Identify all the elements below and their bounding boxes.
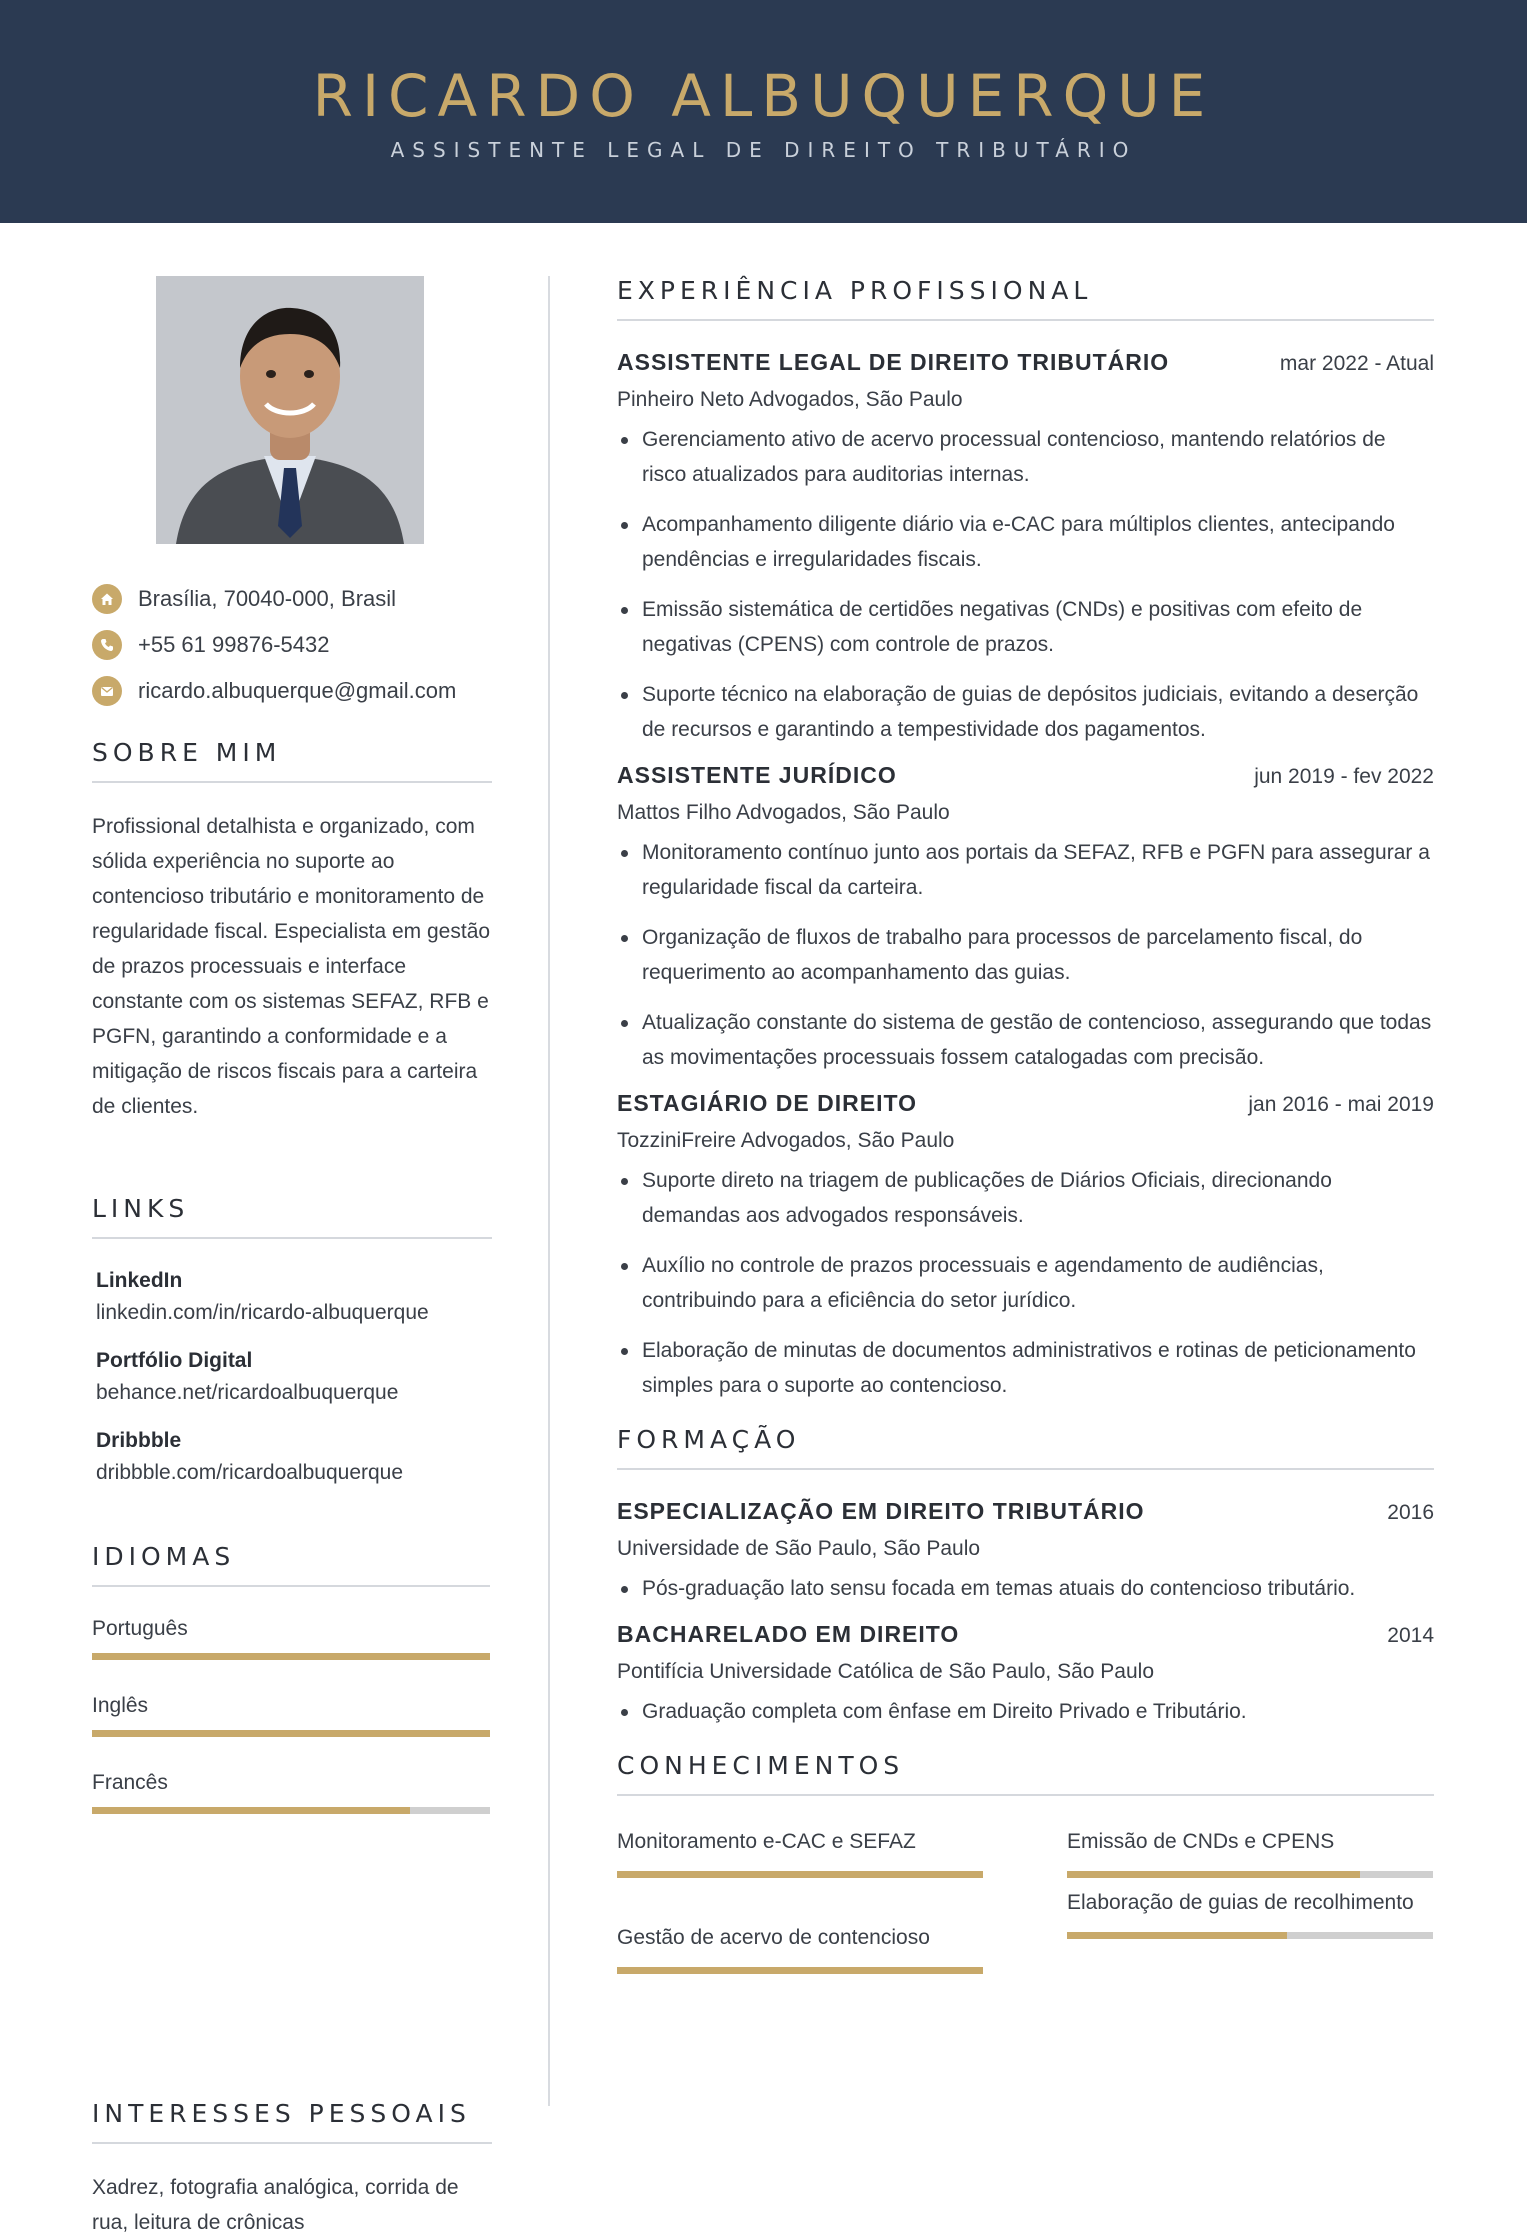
experience-title: EXPERIÊNCIA PROFISSIONAL: [617, 276, 1093, 305]
home-icon: [92, 584, 122, 614]
education-entry: [617, 1621, 1434, 1729]
link-item-linkedin[interactable]: [92, 1269, 492, 1325]
bullet-item: Suporte direto na triagem de publicações de Diários Oficiais, direcionando demandas aos advogados responsáveis.: [617, 1163, 1434, 1233]
job-entry: [617, 762, 1434, 1075]
degree-bullets: [617, 1694, 1434, 1729]
degree-date: 2014: [1387, 1624, 1434, 1647]
level-fill: [92, 1807, 410, 1814]
section-rule: [617, 1794, 1434, 1796]
about-section: [92, 738, 492, 1124]
section-rule: [92, 2142, 492, 2144]
links-section: [92, 1194, 492, 1485]
phone-icon: [92, 630, 122, 660]
main-column: [617, 276, 1434, 2004]
link-url[interactable]: dribbble.com/ricardoalbuquerque: [96, 1461, 404, 1484]
link-item-dribbble[interactable]: [92, 1429, 492, 1485]
contact-phone: [92, 622, 512, 668]
resume-header: [0, 0, 1527, 223]
skill-level-bar: [617, 1871, 983, 1878]
skill-level-bar: [1067, 1871, 1433, 1878]
level-fill: [617, 1967, 983, 1974]
language-label: Inglês: [92, 1694, 149, 1717]
job-org: TozziniFreire Advogados, São Paulo: [617, 1129, 955, 1152]
email-text[interactable]: ricardo.albuquerque@gmail.com: [138, 678, 457, 703]
skills-section: [617, 1751, 1434, 2004]
bullet-item: Monitoramento contínuo junto aos portais da SEFAZ, RFB e PGFN para assegurar a regularidade fiscal da carteira.: [617, 835, 1434, 905]
bullet-item: Suporte técnico na elaboração de guias de depósitos judiciais, evitando a deserção de recursos e garantindo a tempestividade dos pagamentos.: [617, 677, 1434, 747]
bullet-item: Acompanhamento diligente diário via e-CAC para múltiplos clientes, antecipando pendências e irregularidades fiscais.: [617, 507, 1434, 577]
language-level-bar: [92, 1807, 490, 1814]
address-text: Brasília, 70040-000, Brasil: [138, 586, 397, 611]
link-url[interactable]: behance.net/ricardoalbuquerque: [96, 1381, 399, 1404]
skill-item: [617, 1920, 983, 1974]
bullet-item: Pós-graduação lato sensu focada em temas atuais do contencioso tributário.: [617, 1571, 1434, 1606]
job-date: mar 2022 - Atual: [1279, 352, 1434, 375]
job-entry: [617, 349, 1434, 747]
skill-label: Gestão de acervo de contencioso: [617, 1926, 930, 1949]
skill-label: Emissão de CNDs e CPENS: [1067, 1830, 1335, 1853]
language-item: [92, 1771, 490, 1814]
link-label: Portfólio Digital: [96, 1349, 253, 1372]
level-fill: [92, 1730, 490, 1737]
phone-text: +55 61 99876-5432: [138, 632, 330, 657]
language-item: [92, 1694, 490, 1737]
section-rule: [617, 319, 1434, 321]
skill-level-bar: [617, 1967, 983, 1974]
section-rule: [617, 1468, 1434, 1470]
institution: Pontifícia Universidade Católica de São Paulo, São Paulo: [617, 1660, 1154, 1683]
job-org: Mattos Filho Advogados, São Paulo: [617, 801, 950, 824]
education-title: FORMAÇÃO: [617, 1425, 801, 1454]
bullet-item: Graduação completa com ênfase em Direito Privado e Tributário.: [617, 1694, 1434, 1729]
bullet-item: Elaboração de minutas de documentos administrativos e rotinas de peticionamento simples para o suporte ao contencioso.: [617, 1333, 1434, 1403]
section-rule: [92, 1237, 492, 1239]
education-entry: [617, 1498, 1434, 1606]
bullet-item: Auxílio no controle de prazos processuais e agendamento de audiências, contribuindo para a eficiência do setor jurídico.: [617, 1248, 1434, 1318]
candidate-role: ASSISTENTE LEGAL DE DIREITO TRIBUTÁRIO: [390, 138, 1137, 162]
link-item-portfolio[interactable]: [92, 1349, 492, 1405]
job-title: ASSISTENTE LEGAL DE DIREITO TRIBUTÁRIO: [617, 349, 1170, 375]
job-title: ASSISTENTE JURÍDICO: [617, 762, 897, 788]
link-label: Dribbble: [96, 1429, 182, 1452]
about-text: Profissional detalhista e organizado, com sólida experiência no suporte ao contencioso tributário e monitoramento de regularidade fiscal. Especialista em gestão de prazos processuais e interface constante com os sistemas SEFAZ, RFB e PGFN, garantindo a conformidade e a mitigação de riscos fiscais para a carteira de clientes.: [92, 815, 491, 1118]
experience-section: [617, 276, 1434, 1403]
skill-label: Monitoramento e-CAC e SEFAZ: [617, 1830, 916, 1853]
contact-email: [92, 668, 512, 714]
skill-item: [1067, 1885, 1433, 1939]
person-portrait-icon: [156, 276, 424, 544]
language-item: [92, 1617, 490, 1660]
job-bullets: [617, 835, 1434, 1075]
section-rule: [92, 1585, 490, 1587]
job-date: jun 2019 - fev 2022: [1254, 765, 1434, 788]
link-url[interactable]: linkedin.com/in/ricardo-albuquerque: [96, 1301, 429, 1324]
skill-level-bar: [1067, 1932, 1433, 1939]
level-fill: [1067, 1871, 1360, 1878]
skills-title: CONHECIMENTOS: [617, 1751, 905, 1780]
bullet-item: Gerenciamento ativo de acervo processual contencioso, mantendo relatórios de risco atualizados para auditorias internas.: [617, 422, 1434, 492]
education-section: [617, 1425, 1434, 1729]
contact-address: [92, 576, 512, 622]
candidate-name: RICARDO ALBUQUERQUE: [312, 62, 1215, 130]
link-label: LinkedIn: [96, 1269, 183, 1292]
degree-bullets: [617, 1571, 1434, 1606]
language-label: Português: [92, 1617, 188, 1640]
interests-title: INTERESSES PESSOAIS: [92, 2099, 471, 2128]
bullet-item: Organização de fluxos de trabalho para processos de parcelamento fiscal, do requerimento ao acompanhamento das guias.: [617, 920, 1434, 990]
skills-grid: [617, 1824, 1434, 2004]
job-bullets: [617, 1163, 1434, 1403]
languages-title: IDIOMAS: [92, 1542, 236, 1571]
bullet-item: Atualização constante do sistema de gestão de contencioso, assegurando que todas as movimentações processuais fossem catalogadas com precisão.: [617, 1005, 1434, 1075]
job-entry: [617, 1090, 1434, 1403]
interests-section: [92, 2099, 492, 2240]
links-title: LINKS: [92, 1194, 190, 1223]
degree-title: ESPECIALIZAÇÃO EM DIREITO TRIBUTÁRIO: [617, 1498, 1145, 1524]
column-divider: [548, 276, 550, 2106]
job-date: jan 2016 - mai 2019: [1248, 1093, 1434, 1116]
degree-date: 2016: [1387, 1501, 1434, 1524]
degree-title: BACHARELADO EM DIREITO: [617, 1621, 960, 1647]
level-fill: [92, 1653, 490, 1660]
level-fill: [617, 1871, 983, 1878]
bullet-item: Emissão sistemática de certidões negativas (CNDs) e positivas com efeito de negativas (CPENS) com controle de prazos.: [617, 592, 1434, 662]
institution: Universidade de São Paulo, São Paulo: [617, 1537, 981, 1560]
language-level-bar: [92, 1653, 490, 1660]
language-level-bar: [92, 1730, 490, 1737]
interests-text: Xadrez, fotografia analógica, corrida de rua, leitura de crônicas: [92, 2176, 459, 2234]
language-label: Francês: [92, 1771, 168, 1794]
profile-photo: [156, 276, 424, 544]
level-fill: [1067, 1932, 1287, 1939]
job-bullets: [617, 422, 1434, 747]
job-org: Pinheiro Neto Advogados, São Paulo: [617, 388, 963, 411]
section-rule: [92, 781, 492, 783]
skill-item: [1067, 1824, 1433, 1878]
contact-list: [92, 576, 512, 714]
about-title: SOBRE MIM: [92, 738, 282, 767]
languages-section: [92, 1542, 490, 1814]
mail-icon: [92, 676, 122, 706]
job-title: ESTAGIÁRIO DE DIREITO: [617, 1090, 918, 1116]
skill-item: [617, 1824, 983, 1878]
skill-label: Elaboração de guias de recolhimento: [1067, 1891, 1414, 1914]
